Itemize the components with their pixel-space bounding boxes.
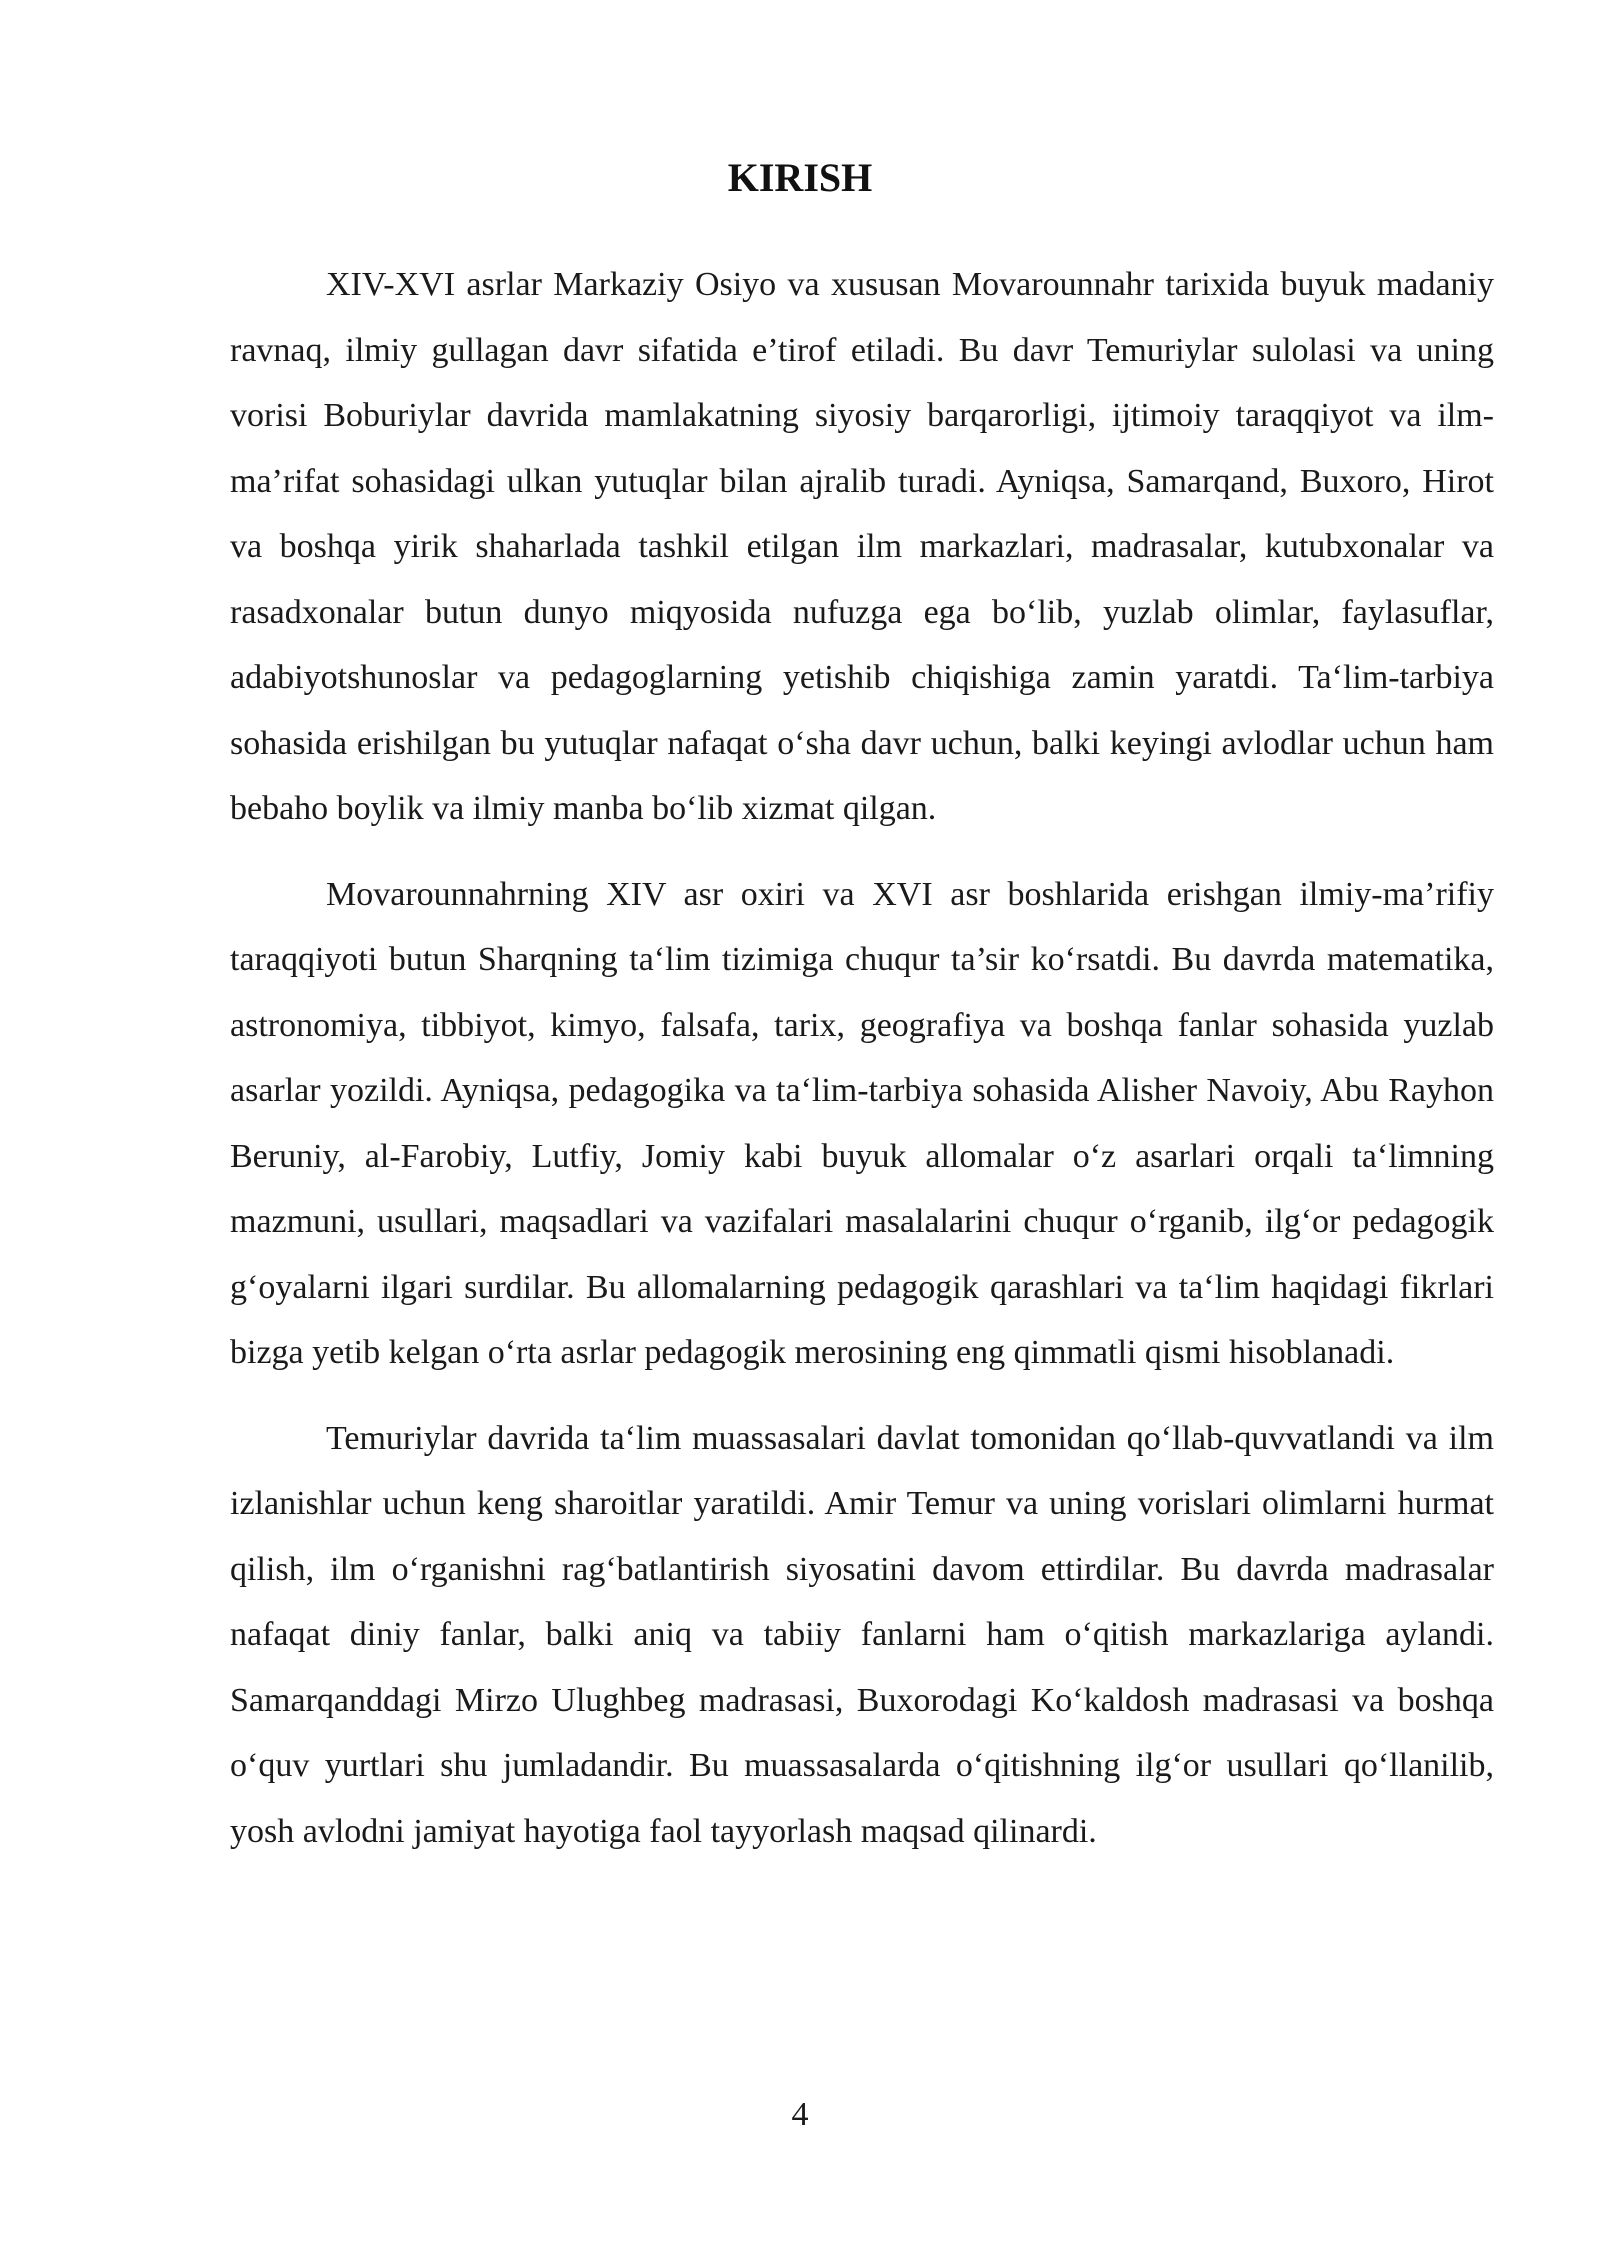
body-text xyxy=(230,252,1494,1884)
paragraph-3: Temuriylar davrida ta‘lim muassasalari davlat tomonidan qo‘llab-quvvatlandi va ilm izlanishlar uchun keng sharoitlar yaratildi. Amir Temur va uning vorislari olimlarni hurmat qilish, ilm o‘rganishni rag‘batlantirish siyosatini davom ettirdilar. Bu davrda madrasalar nafaqat diniy fanlar, balki aniq va tabiiy fanlarni ham o‘qitish markazlariga aylandi. Samarqanddagi Mirzo Ulughbeg madrasasi, Buxorodagi Ko‘kaldosh madrasasi va boshqa o‘quv yurtlari shu jumladandir. Bu muassasalarda o‘qitishning ilg‘or usullari qo‘llanilib, yosh avlodni jamiyat hayotiga faol tayyorlash maqsad qilinardi. xyxy=(230,1419,1494,1850)
paragraph-1: XIV-XVI asrlar Markaziy Osiyo va xususan Movarounnahr tarixida buyuk madaniy ravnaq, ilmiy gullagan davr sifatida e’tirof etiladi. Bu davr Temuriylar sulolasi va uning vorisi Boburiylar davrida mamlakatning siyosiy barqarorligi, ijtimoiy taraqqiyot va ilm-ma’rifat sohasidagi ulkan yutuqlar bilan ajralib turadi. Ayniqsa, Samarqand, Buxoro, Hirot va boshqa yirik shaharlada tashkil etilgan ilm markazlari, madrasalar, kutubxonalar va rasadxonalar butun dunyo miqyosida nufuzga ega bo‘lib, yuzlab olimlar, faylasuflar, adabiyotshunoslar va pedagoglarning yetishib chiqishiga zamin yaratdi. Ta‘lim-tarbiya sohasida erishilgan bu yutuqlar nafaqat o‘sha davr uchun, balki keyingi avlodlar uchun ham bebaho boylik va ilmiy manba bo‘lib xizmat qilgan. xyxy=(230,266,1494,827)
paragraph-2: Movarounnahrning XIV asr oxiri va XVI asr boshlarida erishgan ilmiy-ma’rifiy taraqqiyoti butun Sharqning ta‘lim tizimiga chuqur ta’sir ko‘rsatdi. Bu davrda matematika, astronomiya, tibbiyot, kimyo, falsafa, tarix, geografiya va boshqa fanlar sohasida yuzlab asarlar yozildi. Ayniqsa, pedagogika va ta‘lim-tarbiya sohasida Alisher Navoiy, Abu Rayhon Beruniy, al-Farobiy, Lutfiy, Jomiy kabi buyuk allomalar o‘z asarlari orqali ta‘limning mazmuni, usullari, maqsadlari va vazifalari masalalarini chuqur o‘rganib, ilg‘or pedagogik g‘oyalarni ilgari surdilar. Bu allomalarning pedagogik qarashlari va ta‘lim haqidagi fikrlari bizga yetib kelgan o‘rta asrlar pedagogik merosining eng qimmatli qismi hisoblanadi. xyxy=(230,875,1494,1371)
page-title: KIRISH xyxy=(727,155,873,200)
page-number: 4 xyxy=(791,2096,809,2133)
